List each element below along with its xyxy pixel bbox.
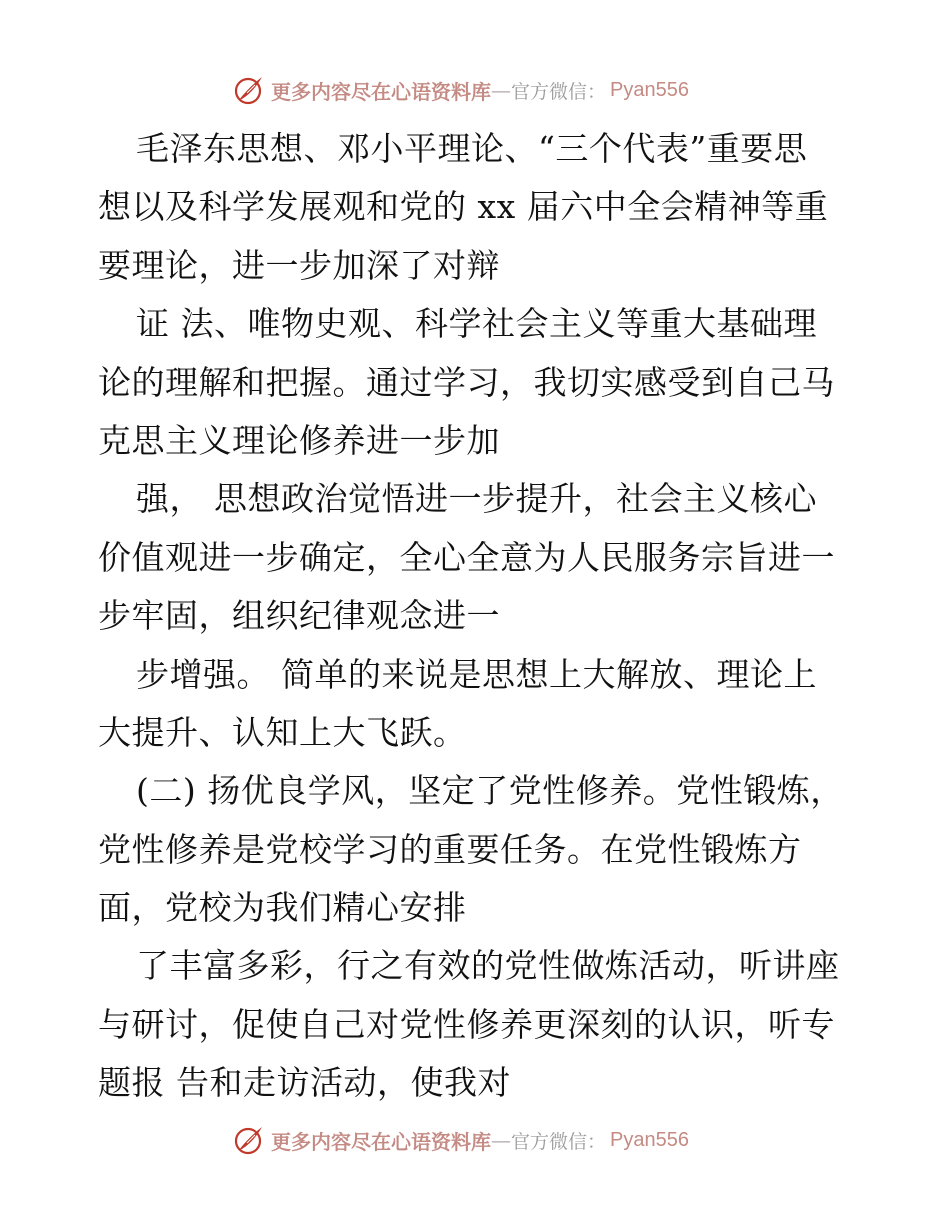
- document-body: [98, 120, 858, 1113]
- body-line: 题报 告和走访活动，使我对: [98, 1063, 511, 1103]
- header-wechat-label: 官方微信：: [511, 80, 607, 103]
- footer-wechat-label: 官方微信：: [511, 1130, 607, 1153]
- footer-wechat-id: Pyan556: [610, 1128, 689, 1151]
- body-line: 了丰富多彩，行之有效的党性做炼活动，听讲座: [136, 946, 840, 986]
- header-separator: —: [491, 78, 511, 102]
- header-brand-text: 更多内容尽在心语资料库: [271, 79, 491, 104]
- header-watermark: [233, 72, 713, 108]
- body-line: 与研讨，促使自己对党性修养更深刻的认识，听专: [98, 1004, 835, 1044]
- body-line: 论的理解和把握。通过学习，我切实感受到自己马: [98, 362, 835, 402]
- body-line: 大提升、认知上大飞跃。: [98, 712, 467, 752]
- body-line: 克思主义理论修养进一步加: [98, 420, 500, 460]
- body-line: 步牢固，组织纪律观念进一: [98, 596, 500, 636]
- body-line: 价值观进一步确定，全心全意为人民服务宗旨进一: [98, 537, 835, 577]
- feather-pen-circle-icon: [233, 1124, 265, 1156]
- body-line: 要理论，进一步加深了对辩: [98, 245, 500, 285]
- body-line: 毛泽东思想、邓小平理论、“三个代表”重要思: [136, 129, 808, 168]
- body-line: 步增强。 简单的来说是思想上大解放、理论上: [136, 654, 817, 694]
- header-wechat-id: Pyan556: [610, 78, 689, 101]
- body-line: (二) 扬优良学风，坚定了党性修养。党性锻炼，: [136, 771, 844, 811]
- footer-brand-text: 更多内容尽在心语资料库: [271, 1129, 491, 1154]
- footer-separator: —: [491, 1128, 511, 1152]
- body-line: 证 法、唯物史观、科学社会主义等重大基础理: [136, 304, 817, 344]
- body-line: 党性修养是党校学习的重要任务。在党性锻炼方: [98, 829, 802, 869]
- feather-pen-circle-icon: [233, 74, 265, 106]
- body-line: 想以及科学发展观和党的 xx 届六中全会精神等重: [98, 187, 829, 227]
- footer-watermark: [233, 1122, 713, 1158]
- body-line: 强， 思想政治觉悟进一步提升，社会主义核心: [136, 479, 817, 519]
- body-line: 面，党校为我们精心安排: [98, 888, 467, 928]
